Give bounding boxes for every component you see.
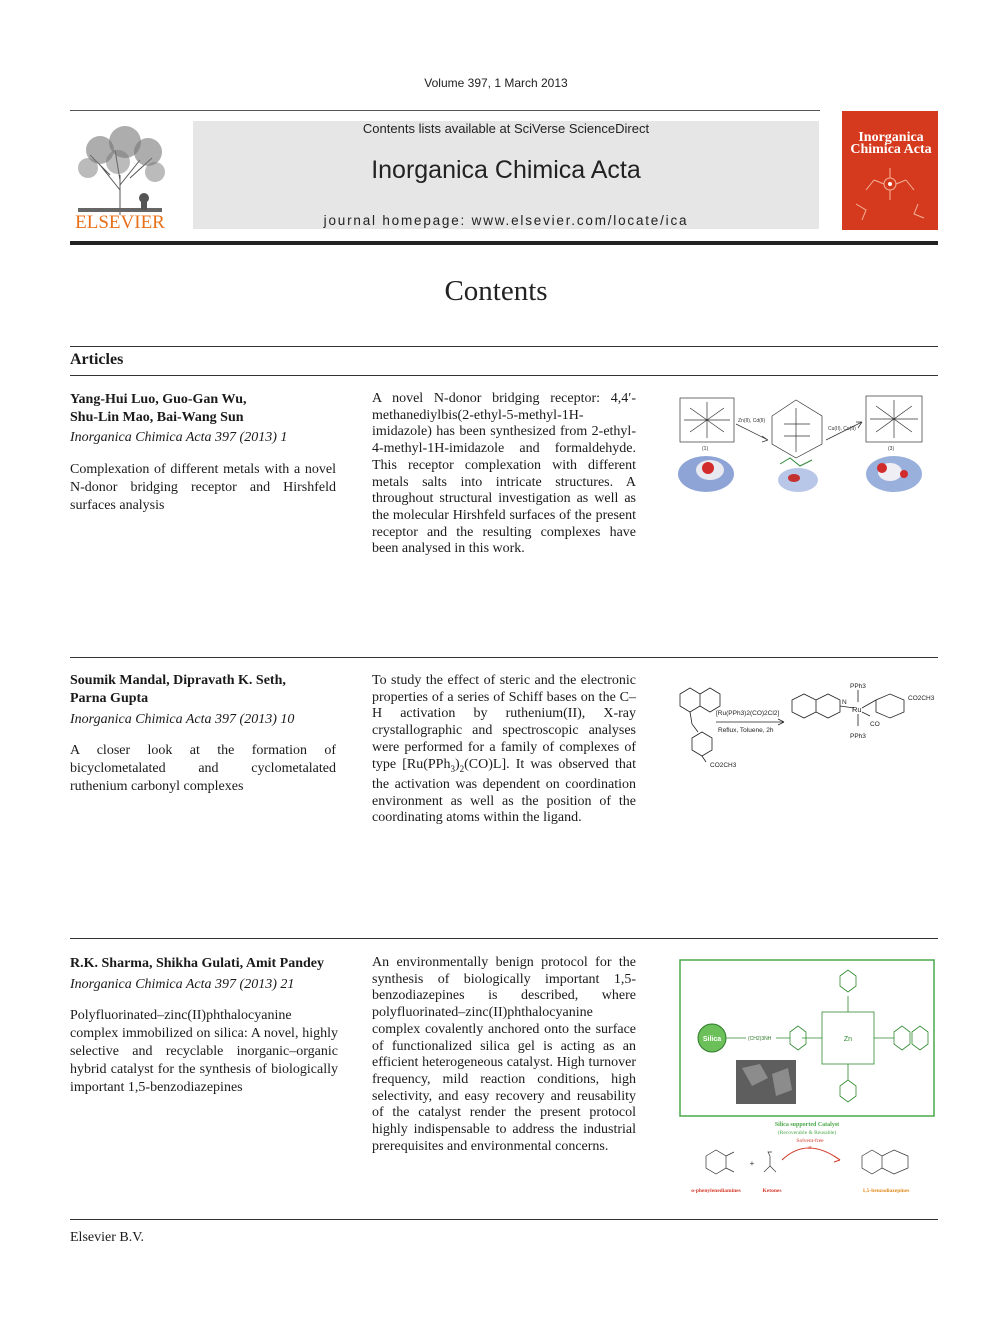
donor-atom: N [842, 699, 847, 706]
reagent-label-left: Zn(II), Cd(II) [738, 418, 766, 424]
section-label: Articles [70, 351, 124, 368]
authors-line: Parna Gupta [70, 691, 149, 706]
phosphine-bottom: PPh3 [850, 733, 866, 740]
journal-title: Inorganica Chimica Acta [371, 156, 641, 184]
authors-line: Yang-Hui Luo, Guo-Gan Wu, [70, 392, 247, 407]
hirshfeld-surface-right [866, 456, 922, 492]
article-citation[interactable]: Inorganica Chimica Acta 397 (2013) 21 [70, 977, 295, 992]
header-bottom-rule [70, 241, 938, 245]
linker-label: (CH2)3NH [748, 1036, 772, 1042]
article-abstract: To study the effect of steric and the electronic properties of a series of Schiff bases on the C–H activation by ruthenium(II), X-ray crystallographic and spectroscopic analyses were performed for a family of complexes of type $[Ru(PPh_3)_2(CO)L]$. It was observed that the activation was dependent on coordination environment as well as the position of the coordinating atoms within the ligand. [372, 673, 636, 826]
article-separator [70, 657, 938, 658]
article-title[interactable]: A closer look at the formation of bicyclometalated and cyclometalated ruthenium carbonyl complexes [70, 743, 336, 794]
carbonyl-ligand: CO [870, 721, 880, 728]
journal-homepage[interactable]: journal homepage: www.elsevier.com/locate/ica [323, 213, 689, 228]
ligand-substituent: CO2CH3 [710, 762, 737, 769]
header-top-rule [70, 110, 820, 111]
article-title[interactable]: Complexation of different metals with a novel N-donor bridging receptor and Hirshfeld surfaces analysis [70, 462, 336, 513]
journal-cover-title: Inorganica Chimica Acta [850, 130, 932, 157]
article-authors [70, 955, 360, 973]
metal-center: Ru [852, 705, 862, 714]
catalyst-caption: Silica supported Catalyst [774, 1122, 840, 1128]
elsevier-wordmark: ELSEVIER [75, 212, 165, 233]
footer-rule [70, 1219, 938, 1220]
solvent-free-label: Solvent-free [796, 1138, 824, 1144]
authors-line: Soumik Mandal, Dipravath K. Seth, [70, 673, 286, 688]
article-authors [70, 672, 360, 708]
reaction-conditions: Reflux, Toluene, 2h [718, 727, 774, 734]
section-rule-top [70, 346, 938, 347]
zinc-center: Zn [843, 1036, 853, 1043]
page-heading: Contents [444, 275, 548, 307]
article-separator [70, 938, 938, 939]
complex-label-right: (3) [888, 446, 895, 452]
reactant-ketones: Ketones [762, 1188, 782, 1194]
publisher-footer: Elsevier B.V. [70, 1230, 145, 1245]
hirshfeld-surface-left [678, 456, 734, 492]
article-citation[interactable]: Inorganica Chimica Acta 397 (2013) 10 [70, 712, 295, 727]
reaction-reagent: [Ru(PPh3)2(CO)2Cl2] [716, 710, 780, 717]
article-title[interactable]: Polyfluorinated–zinc(II)phthalocyanine complex immobilized on silica: A novel, highly selective and recyclable inorganic–organic hybrid catalyst for the synthesis of biologically important 1,5-benzodiazepines [70, 1008, 338, 1095]
graphical-abstract-3 [672, 956, 940, 1200]
article-abstract: A novel N-donor bridging receptor: 4,4′-methanediylbis(2-ethyl-5-methyl-1H-imidazole) has been synthesized from 2-ethyl-4-methyl-1H-imidazole and formaldehyde. This receptor complexation with different metals salts into intricate structures. A throughout structural investigation as well as the molecular Hirshfeld surfaces of the present receptor and the resulting complexes have been analysed in this work. [372, 391, 636, 557]
section-rule-bottom [70, 375, 938, 376]
graphical-abstract-2 [672, 672, 938, 772]
contents-list-notice: Contents lists available at SciVerse ScienceDirect [362, 121, 650, 136]
article-citation[interactable]: Inorganica Chimica Acta 397 (2013) 1 [70, 430, 288, 445]
complex-substituent: CO2CH3 [908, 695, 935, 702]
authors-line: Shu-Lin Mao, Bai-Wang Sun [70, 410, 244, 425]
volume-info: Volume 397, 1 March 2013 [424, 76, 568, 90]
hirshfeld-surface-center [778, 458, 818, 492]
reactant-diamines: o-phenylenediamines [691, 1188, 741, 1194]
phosphine-top: PPh3 [850, 683, 866, 690]
product-benzodiazepines: 1,5-benzodiazepines [862, 1188, 910, 1194]
plus-sign: + [749, 1159, 755, 1168]
article-authors [70, 391, 360, 427]
graphical-abstract-1 [672, 388, 940, 500]
catalyst-subcaption: (Recoverable & Reusable) [777, 1130, 837, 1136]
article-abstract: An environmentally benign protocol for the synthesis of biologically important 1,5-benzodiazepines is described, where polyfluorinated–zinc(II)phthalocyanine complex covalently anchored onto the surface of functionalized silica gel is acting as an efficient heterogeneous catalyst. High turnover frequency, mild reaction conditions, high selectivity, and easy recovery and reusability of the catalyst render the present protocol highly indispensable to address the industrial prerequisites and environmental concerns. [372, 955, 636, 1154]
cover-molecule-graphic [852, 160, 928, 224]
solvent-free-rt: rt [808, 1145, 812, 1151]
reagent-label-right: Cu(II), Co(II) [828, 426, 856, 432]
authors-line: R.K. Sharma, Shikha Gulati, Amit Pandey [70, 956, 324, 971]
silica-label: Silica [702, 1036, 722, 1043]
complex-label-left: (1) [702, 446, 709, 452]
